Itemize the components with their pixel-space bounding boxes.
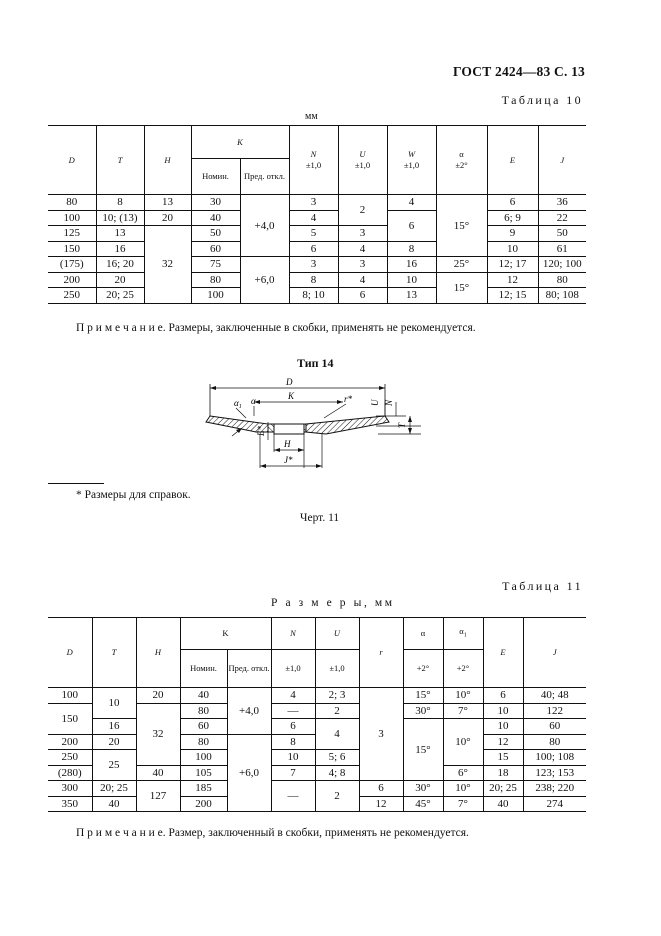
header-E: E: [483, 618, 523, 688]
header-alpha-tol: +2°: [403, 650, 443, 688]
table10: [48, 125, 586, 304]
label-D: D: [286, 377, 293, 387]
table-row: 150 32 80 — 2 30° 7° 10 122: [48, 703, 586, 719]
header-N: N ±1,0: [289, 126, 338, 195]
header-K: K: [191, 126, 289, 159]
table11-caption: Таблица 11: [502, 579, 583, 593]
page-header: ГОСТ 2424—83 С. 13: [452, 64, 585, 79]
header-K-dev: Пред. откл.: [240, 159, 289, 195]
header-H: H: [136, 618, 180, 688]
label-J: J*: [284, 455, 293, 465]
header-K-dev: Пред. откл.: [227, 650, 271, 688]
label-U: U: [370, 399, 380, 406]
label-K: K: [288, 391, 295, 401]
header-K-nom: Номин.: [191, 159, 240, 195]
header-U: U: [315, 618, 359, 650]
label-H: H: [284, 439, 291, 449]
header-T: T: [92, 618, 136, 688]
footnote-rule: [48, 483, 104, 484]
table-row: 250 25 100 10 5; 6 15 100; 108: [48, 750, 586, 766]
table-row: 300 20; 25 127 185 — 2 6 30° 10° 20; 25 238; 220: [48, 781, 586, 797]
header-K: K: [180, 618, 271, 650]
header-J: J: [523, 618, 586, 688]
header-N: N: [271, 618, 315, 650]
header-W: W ±1,0: [387, 126, 436, 195]
table-row: 100 10; (13) 20 40 4 6 6; 9 22: [48, 210, 586, 226]
table-row: 100 10 20 40 +4,0 4 2; 3 3 15° 10° 6 40; 48: [48, 688, 586, 704]
header-T: T: [96, 126, 144, 195]
table11-subcaption: Р а з м е р ы, мм: [271, 597, 395, 609]
header-D: D: [48, 126, 96, 195]
label-alpha1: $\alpha_1$: [234, 398, 242, 410]
table-row: 350 40 200 12 45° 7° 40 274: [48, 796, 586, 812]
header-alpha: α ±2°: [436, 126, 487, 195]
header-H: H: [144, 126, 191, 195]
table-row: 16 60 6 4 15° 10° 10 60: [48, 719, 586, 735]
header-U-tol: ±1,0: [315, 650, 359, 688]
label-alpha: α: [251, 396, 256, 406]
table-row: 200 20 80 +6,0 8 12 80: [48, 734, 586, 750]
header-K-nom: Номин.: [180, 650, 227, 688]
table-row: (280) 40 105 7 4; 8 6° 18 123; 153: [48, 765, 586, 781]
figure-title: Тип 14: [297, 356, 334, 370]
table11-note: П р и м е ч а н и е. Размер, заключенный в скобки, применять не рекомендуется.: [76, 827, 469, 839]
header-alpha1: $\alpha_1$: [443, 618, 483, 650]
label-N: N: [384, 399, 394, 406]
table-row: 125 13 32 50 5 3 9 50: [48, 226, 586, 242]
label-r: r*: [344, 394, 353, 404]
table-row: 150 16 60 6 4 8 10 61: [48, 241, 586, 257]
table10-caption: Таблица 10: [501, 93, 583, 107]
footnote: * Размеры для справок.: [76, 489, 191, 501]
table-row: (175) 16; 20 75 +6,0 3 3 16 25° 12; 17 120; 100: [48, 257, 586, 273]
table10-unit: мм: [305, 111, 318, 122]
header-U: U ±1,0: [338, 126, 387, 195]
figure-caption: Черт. 11: [300, 512, 340, 524]
header-N-tol: ±1,0: [271, 650, 315, 688]
label-T: T: [397, 422, 407, 428]
type14-drawing: [196, 372, 436, 480]
header-alpha1-tol: +2°: [443, 650, 483, 688]
header-E: E: [487, 126, 538, 195]
header-J: J: [538, 126, 586, 195]
table-row: 200 20 80 8 4 10 15° 12 80: [48, 272, 586, 288]
header-alpha: α: [403, 618, 443, 650]
table11: [48, 617, 586, 812]
header-r: r: [359, 618, 403, 688]
table-row: 250 20; 25 100 8; 10 6 13 12; 15 80; 108: [48, 288, 586, 304]
header-D: D: [48, 618, 92, 688]
table-row: 80 8 13 30 +4,0 3 2 4 15° 6 36: [48, 195, 586, 211]
table10-note: П р и м е ч а н и е. Размеры, заключенные в скобки, применять не рекомендуется.: [76, 322, 476, 334]
